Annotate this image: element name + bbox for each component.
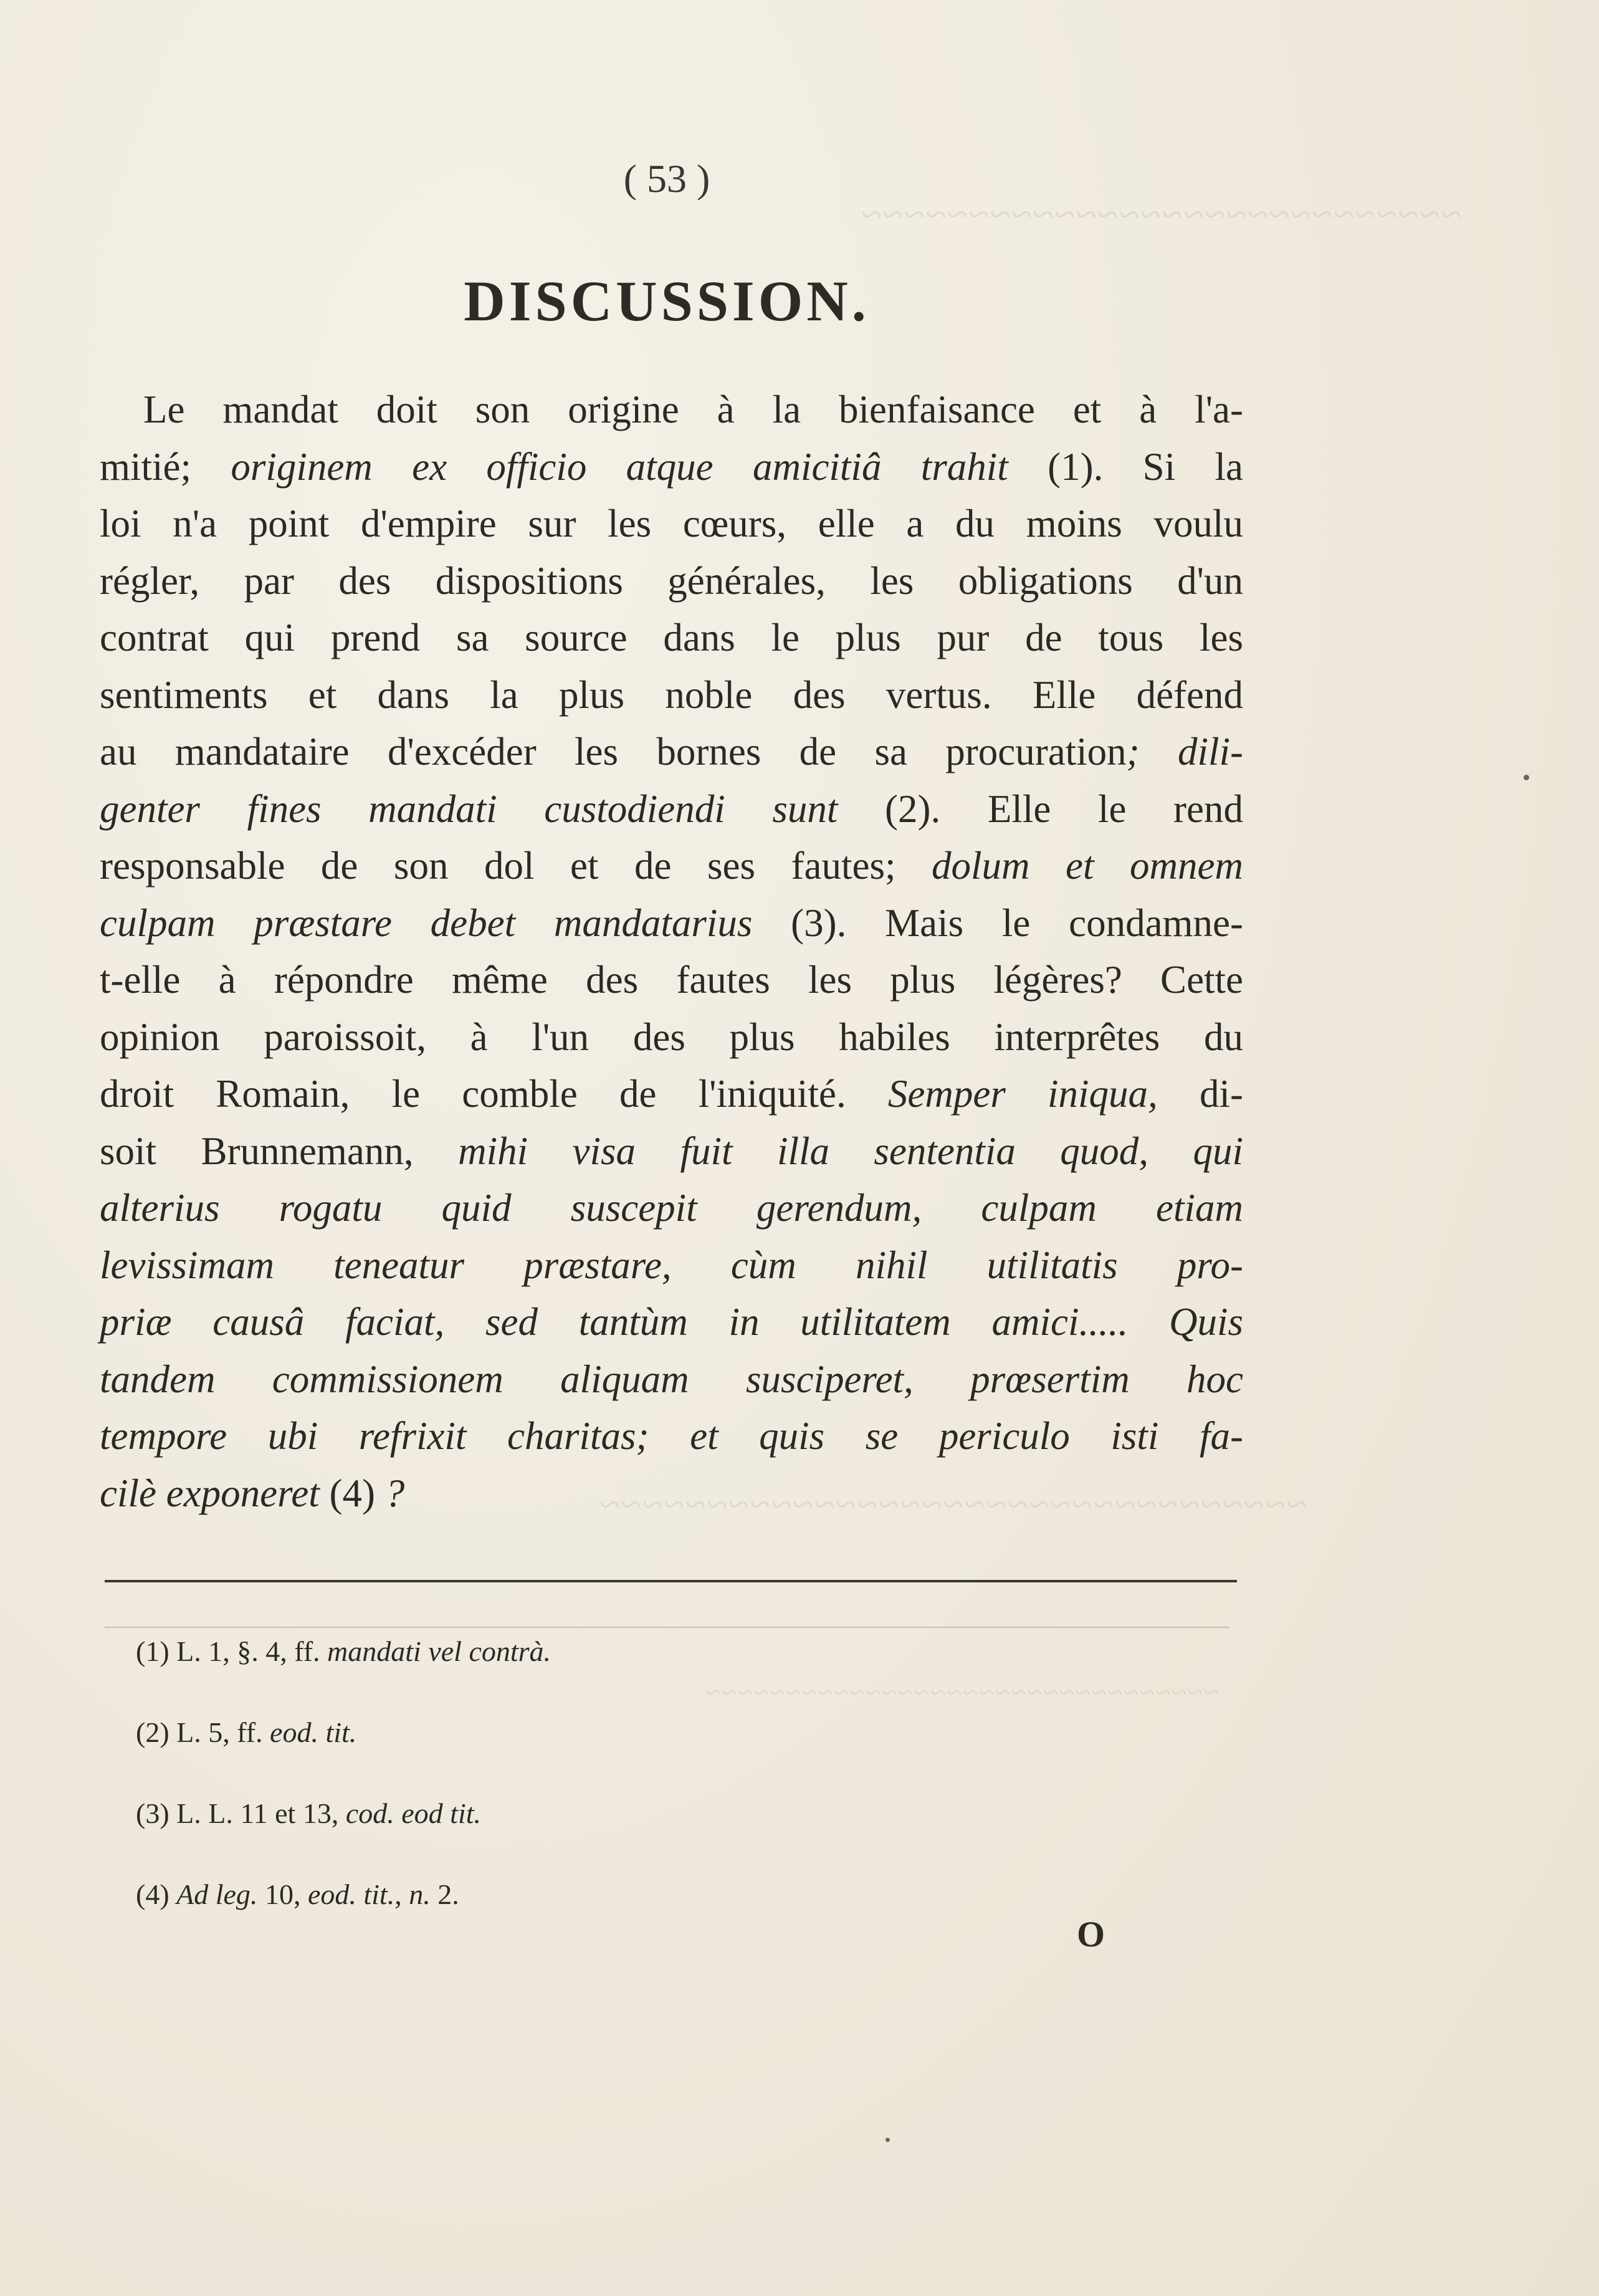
- text-run: droit Romain, le comble de l'iniquité.: [100, 1072, 888, 1116]
- text-run: contrat qui prend sa source dans le plus pur de tous les: [100, 616, 1243, 659]
- footnote: [136, 1792, 1195, 1873]
- bleed-through-decoration: ~~~~~~~~~~~~~~~~~~~~~~~~~~~~: [860, 194, 1461, 235]
- footnote: [136, 1873, 1195, 1954]
- italic-text: eod. tit.: [270, 1716, 357, 1748]
- italic-text: Ad leg.: [176, 1878, 258, 1910]
- footnote-separator-rule: [105, 1580, 1237, 1582]
- page-title: DISCUSSION.: [464, 269, 870, 333]
- text-line: [100, 895, 1243, 952]
- italic-text: dolum et omnem: [932, 844, 1244, 887]
- text-run: (1). Si la: [1008, 444, 1243, 489]
- italic-text: ; dili-: [1126, 730, 1243, 773]
- italic-text: Semper iniqua,: [887, 1072, 1158, 1116]
- page-number: ( 53 ): [623, 156, 710, 201]
- text-run: régler, par des dispositions générales, les obligations d'un: [100, 558, 1243, 603]
- paper-speck: [885, 2138, 890, 2142]
- italic-text: genter fines mandati custodiendi sunt: [100, 787, 838, 831]
- text-run: (3) L. L. 11 et 13,: [136, 1797, 346, 1829]
- text-run: (4): [136, 1878, 177, 1910]
- text-line: [100, 1123, 1243, 1180]
- signature-mark: O: [1077, 1914, 1105, 1954]
- italic-text: culpam præstare debet mandatarius: [100, 901, 753, 945]
- text-run: responsable de son dol et de ses fautes;: [100, 844, 932, 887]
- text-run: 10,: [257, 1878, 308, 1910]
- text-run: au mandataire d'excéder les bornes de sa procuration: [100, 730, 1127, 773]
- italic-text: eod. tit.: [307, 1878, 395, 1910]
- text-line: [100, 439, 1243, 496]
- text-line: [100, 1351, 1243, 1409]
- italic-text: ?: [384, 1471, 405, 1515]
- text-line: [100, 553, 1243, 610]
- text-run: 2.: [430, 1878, 459, 1910]
- text-run: (2) L. 5, ff.: [136, 1716, 270, 1748]
- text-line: [100, 1180, 1243, 1237]
- text-line: [100, 1066, 1243, 1123]
- text-run: (3). Mais le condamne-: [752, 901, 1243, 945]
- text-run: mitié;: [100, 444, 231, 489]
- italic-text: mandati vel contrà.: [327, 1635, 551, 1667]
- italic-text: alterius rogatu quid suscepit gerendum, culpam etiam: [100, 1186, 1243, 1230]
- faint-rule: [105, 1627, 1229, 1628]
- text-run: ,: [394, 1878, 409, 1910]
- italic-text: cilè exponeret: [100, 1471, 320, 1515]
- italic-text: cod. eod tit.: [345, 1797, 482, 1829]
- paper-speck: [1524, 775, 1529, 780]
- text-run: loi n'a point d'empire sur les cœurs, elle a du moins voulu: [100, 502, 1243, 545]
- italic-text: n.: [409, 1878, 431, 1910]
- text-run: (4): [319, 1471, 385, 1515]
- text-line: [100, 1294, 1243, 1351]
- text-run: di-: [1157, 1072, 1244, 1116]
- text-line: [100, 1237, 1243, 1294]
- text-run: sentiments et dans la plus noble des vertus. Elle défend: [100, 672, 1243, 717]
- text-line: [100, 381, 1243, 439]
- italic-text: originem ex officio atque amicitiâ trahit: [231, 444, 1008, 489]
- text-line: [100, 1009, 1243, 1066]
- text-run: soit Brunnemann,: [100, 1129, 459, 1173]
- text-run: (2). Elle le rend: [838, 787, 1243, 831]
- bleed-through-decoration: ~~~~~~~~~~~~~~~~~~~~~~~~~~~~~~~~: [704, 1677, 1219, 1708]
- footnotes: [136, 1630, 1195, 1954]
- text-line: [100, 781, 1243, 838]
- bleed-through-decoration: ~~~~~~~~~~~~~~~~~~~~~~~~~~~~~~~~~: [598, 1484, 1307, 1525]
- italic-text: mihi visa fuit illa sententia quod, qui: [458, 1129, 1244, 1173]
- footnote: [136, 1630, 1195, 1711]
- text-run: opinion paroissoit, à l'un des plus habiles interprêtes du: [100, 1015, 1243, 1059]
- text-run: t-elle à répondre même des fautes les plus légères? Cette: [100, 958, 1243, 1002]
- text-line: [100, 838, 1243, 895]
- main-paragraph: [100, 381, 1243, 1522]
- text-line: [100, 610, 1243, 667]
- text-line: [100, 495, 1243, 553]
- italic-text: levissimam teneatur præstare, cùm nihil utilitatis pro-: [100, 1243, 1243, 1287]
- text-line: [100, 724, 1243, 781]
- text-run: (1) L. 1, §. 4, ff.: [136, 1635, 328, 1667]
- text-run: Le mandat doit son origine à la bienfaisance et à l'a-: [143, 388, 1243, 431]
- italic-text: tempore ubi refrixit charitas; et quis se periculo isti fa-: [100, 1414, 1243, 1458]
- footnote: [136, 1711, 1195, 1792]
- italic-text: tandem commissionem aliquam susciperet, prœsertim hoc: [100, 1357, 1243, 1401]
- text-line: [100, 952, 1243, 1009]
- text-line: [100, 1465, 1243, 1523]
- text-line: [100, 1408, 1243, 1465]
- text-line: [100, 667, 1243, 724]
- italic-text: priæ causâ faciat, sed tantùm in utilitatem amici..... Quis: [100, 1300, 1243, 1344]
